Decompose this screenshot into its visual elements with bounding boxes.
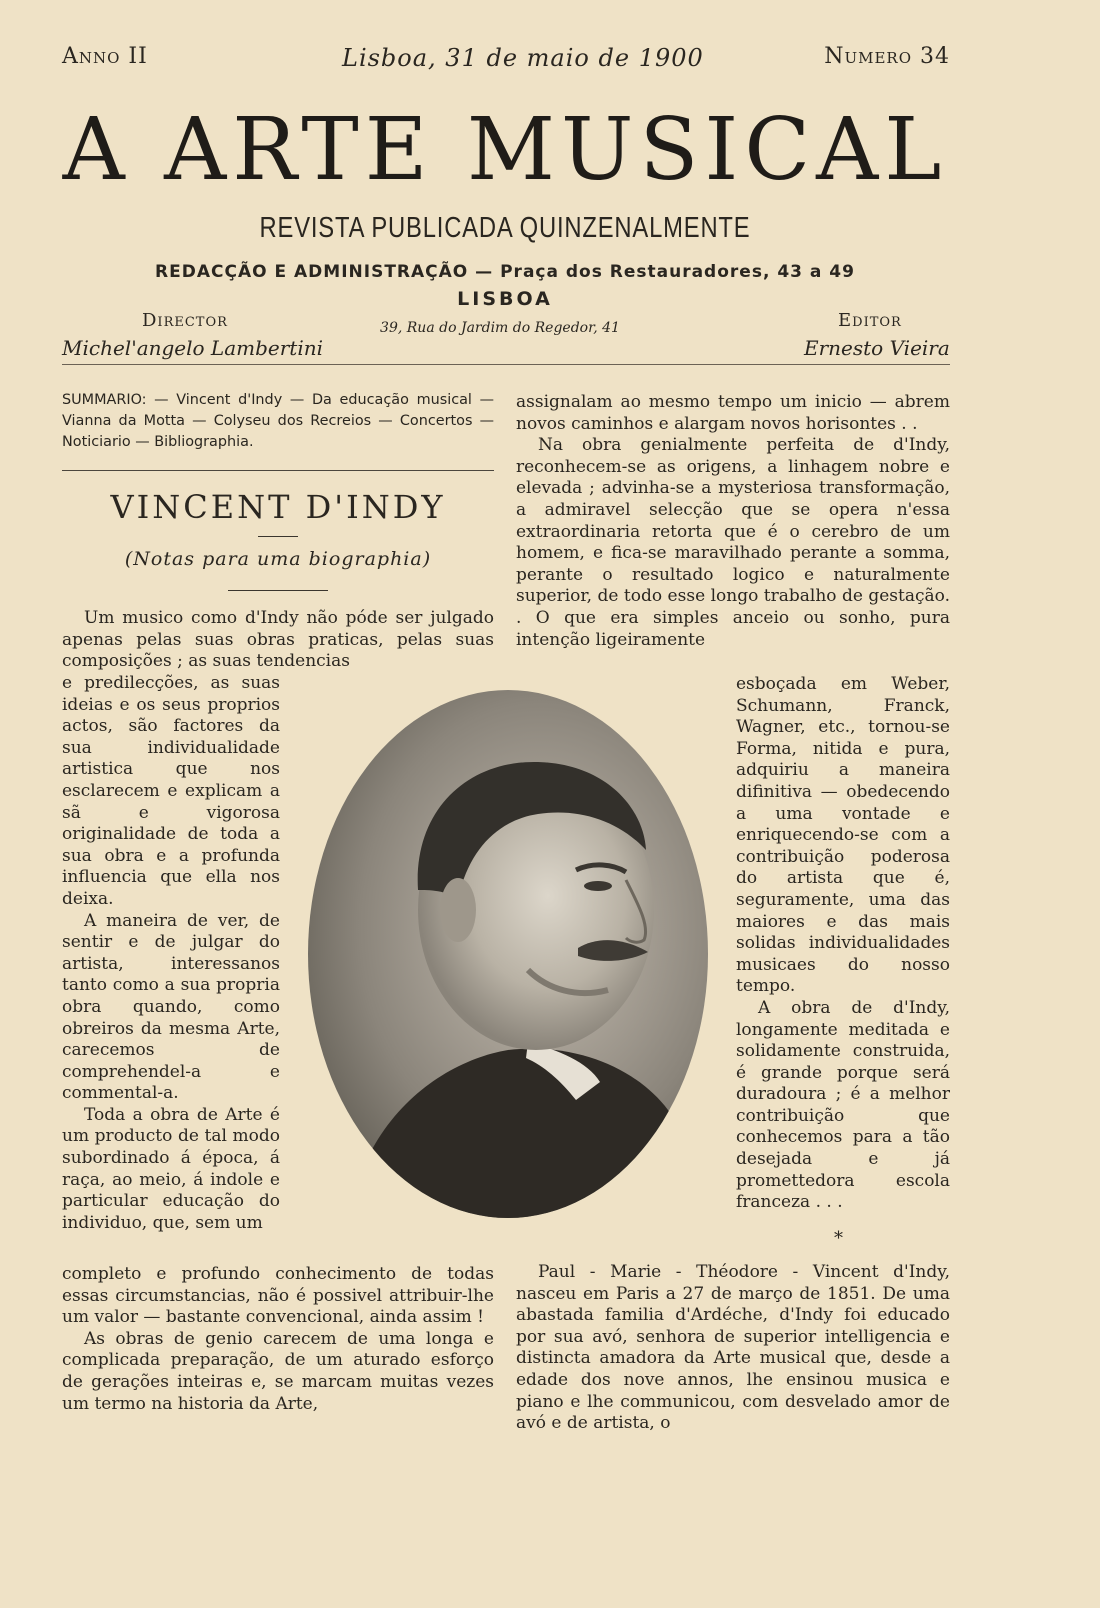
city-label: LISBOA xyxy=(457,288,553,310)
article-subtitle: (Notas para uma biographia) xyxy=(124,548,432,570)
paragraph: A obra de d'Indy, longamente meditada e solidamente construida, é grande porque será duradoura ; é a melhor contribuição que conhecemos para a tão desejada e já promettedora escola franceza . . . xyxy=(736,997,950,1213)
right-column-narrow xyxy=(736,674,950,1214)
portrait-photo xyxy=(308,690,708,1218)
paragraph: Paul - Marie - Théodore - Vincent d'Indy, nasceu em Paris a 27 de março de 1851. De uma abastada familia d'Ardéche, d'Indy foi educado por sua avó, senhora de superior intelligencia e distincta amadora da Arte musical que, desde a edade dos nove annos, lhe ensinou musica e piano e lhe communicou, com desvelado amor de avó e de artista, o xyxy=(516,1262,950,1434)
paragraph: esboçada em Weber, Schumann, Franck, Wagner, etc., tornou-se Forma, nitida e pura, adquiriu a maneira difinitiva — obedecendo a uma vontade e enriquecendo-se com a contribuição poderosa do artista que é, seguramente, uma das maiores e das mais solidas individualidades musicaes do nosso tempo. xyxy=(736,674,950,997)
editor-name: Ernesto Vieira xyxy=(804,336,950,360)
paragraph: completo e profundo conhecimento de todas essas circumstancias, não é possivel attribuir-lhe um valor — bastante convencional, ainda assim ! xyxy=(62,1264,494,1328)
left-column-narrow xyxy=(62,673,280,1234)
issue-date: Lisboa, 31 de maio de 1900 xyxy=(342,44,704,72)
right-column-top xyxy=(516,392,950,651)
address-line: 39, Rua do Jardim do Regedor, 41 xyxy=(380,320,620,336)
masthead-rule xyxy=(62,364,950,365)
paragraph: Um musico como d'Indy não póde ser julgado apenas pelas suas obras praticas, pelas suas composições ; as suas tendencias xyxy=(62,608,494,672)
paragraph: A maneira de ver, de sentir e de julgar do artista, interessanos tanto como a sua propria obra quando, como obreiros da mesma Arte, carecemos de comprehendel-a e commental-a. xyxy=(62,910,280,1104)
portrait-illustration xyxy=(308,690,708,1218)
paragraph: Na obra genialmente perfeita de d'Indy, reconhecem-se as origens, a linhagem nobre e elevada ; advinha-se a mysteriosa transformação, a admiravel selecção que se opera n'essa extraordinaria retorta que é o cerebro de um homem, e fica-se maravilhado perante a somma, perante o resultado logico e naturalmente superior, de todo esse longo trabalho de gestação. . O que era simples anceio ou sonho, pura intenção ligeiramente xyxy=(516,435,950,650)
right-column-bottom xyxy=(516,1262,950,1435)
paragraph: assignalam ao mesmo tempo um inicio — abrem novos caminhos e alargam novos horisontes . . xyxy=(516,392,950,434)
left-column-bottom xyxy=(62,1264,494,1415)
paragraph: Toda a obra de Arte é um producto de tal modo subordinado á época, á raça, ao meio, á indole e particular educação do individuo, que, sem um xyxy=(62,1104,280,1233)
director-name: Michel'angelo Lambertini xyxy=(62,336,324,360)
left-column-top xyxy=(62,608,494,673)
redaccao-line: REDACÇÃO E ADMINISTRAÇÃO — Praça dos Restauradores, 43 a 49 xyxy=(155,262,855,282)
title-rule xyxy=(258,536,298,537)
subtitle-rule xyxy=(228,590,328,591)
summary-block: SUMMARIO: — Vincent d'Indy — Da educação musical — Vianna da Motta — Colyseu dos Recreios — Concertos — Noticiario — Bibliographia. xyxy=(62,392,494,450)
director-label: Director xyxy=(142,310,228,331)
summary-divider xyxy=(62,470,494,471)
section-asterism: * xyxy=(834,1228,843,1249)
editor-label: Editor xyxy=(838,310,902,331)
masthead-title: A ARTE MUSICAL xyxy=(62,100,948,200)
volume-label: Anno II xyxy=(62,44,148,69)
paragraph: e predilecções, as suas ideias e os seus proprios actos, são factores da sua individualidade artistica que nos esclarecem e explicam a sã e vigorosa originalidade de toda a sua obra e a profunda influencia que ella nos deixa. xyxy=(62,673,280,909)
article-title: VINCENT D'INDY xyxy=(110,488,446,526)
issue-number: Numero 34 xyxy=(824,44,950,69)
header-line xyxy=(62,44,950,74)
masthead-subtitle: REVISTA PUBLICADA QUINZENALMENTE xyxy=(259,212,751,244)
paragraph: As obras de genio carecem de uma longa e complicada preparação, de um aturado esforço de gerações inteiras e, se marcam muitas vezes um termo na historia da Arte, xyxy=(62,1328,494,1414)
